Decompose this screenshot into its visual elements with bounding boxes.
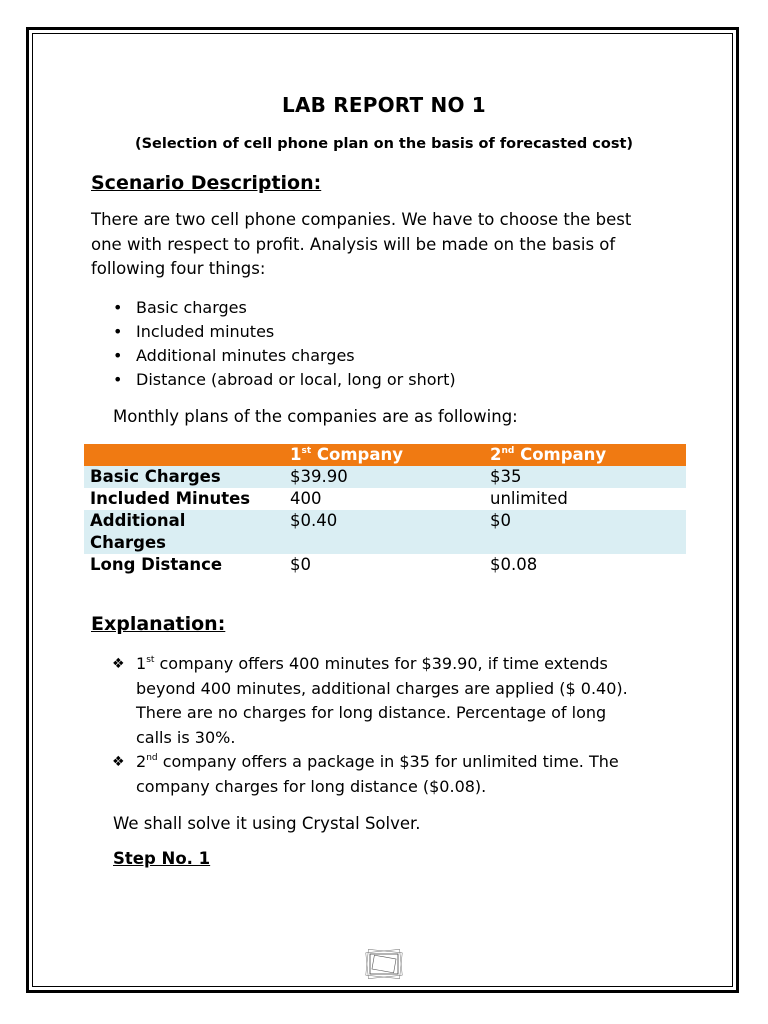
plans-intro: Monthly plans of the companies are as following: xyxy=(113,407,518,426)
cell-company-2: $35 xyxy=(484,466,686,488)
closing-text: We shall solve it using Crystal Solver. xyxy=(113,814,421,833)
table-row xyxy=(84,466,686,488)
list-item: • Additional minutes charges xyxy=(113,344,613,368)
table-header-row xyxy=(84,444,686,466)
table-row xyxy=(84,488,686,510)
row-label: Additional Charges xyxy=(84,510,284,554)
row-label: Basic Charges xyxy=(84,466,284,488)
row-label: Long Distance xyxy=(90,555,223,574)
cell-company-2: unlimited xyxy=(490,489,568,508)
row-label: Included Minutes xyxy=(90,489,251,508)
header-company-1: 1st Company xyxy=(284,444,484,466)
page-border-ornament-icon xyxy=(364,948,404,980)
cell-company-1: $0 xyxy=(290,555,311,574)
list-item: ❖ 2nd company offers a package in $35 for unlimited time. The company charges for long distance ($0.08). xyxy=(112,752,619,796)
report-title: LAB REPORT NO 1 xyxy=(282,93,486,117)
scenario-heading: Scenario Description: xyxy=(91,172,322,194)
list-item: ❖ 1st company offers 400 minutes for $39.90, if time extends beyond 400 minutes, additional charges are applied ($ 0.40). There are no charges for long distance. Percentage of long calls is 30%. xyxy=(112,654,628,747)
cell-company-2: $0 xyxy=(484,510,686,554)
scenario-intro xyxy=(91,208,711,282)
intro-line: one with respect to profit. Analysis will be made on the basis of xyxy=(91,234,616,254)
list-item: • Basic charges xyxy=(113,296,613,320)
table-row xyxy=(84,510,686,554)
intro-line: There are two cell phone companies. We have to choose the best xyxy=(91,210,632,229)
cell-company-1: $39.90 xyxy=(284,466,484,488)
diamond-bullet-icon: ❖ xyxy=(112,656,125,672)
criteria-list xyxy=(113,296,613,392)
cell-company-1: $0.40 xyxy=(284,510,484,554)
list-item: • Distance (abroad or local, long or short) xyxy=(113,368,613,392)
diamond-bullet-icon: ❖ xyxy=(112,754,125,771)
table-row xyxy=(84,554,686,576)
list-item: • Included minutes xyxy=(113,320,613,344)
cell-company-1: 400 xyxy=(290,489,322,508)
header-company-2: 2nd Company xyxy=(484,444,686,466)
cell-company-2: $0.08 xyxy=(490,555,538,574)
explanation-list xyxy=(112,652,672,800)
step-heading: Step No. 1 xyxy=(113,849,211,868)
intro-line: following four things: xyxy=(91,259,266,278)
plans-table xyxy=(84,444,686,576)
report-subtitle: (Selection of cell phone plan on the basis of forecasted cost) xyxy=(134,136,634,152)
header-empty-cell xyxy=(84,444,284,466)
explanation-heading: Explanation: xyxy=(91,613,226,635)
